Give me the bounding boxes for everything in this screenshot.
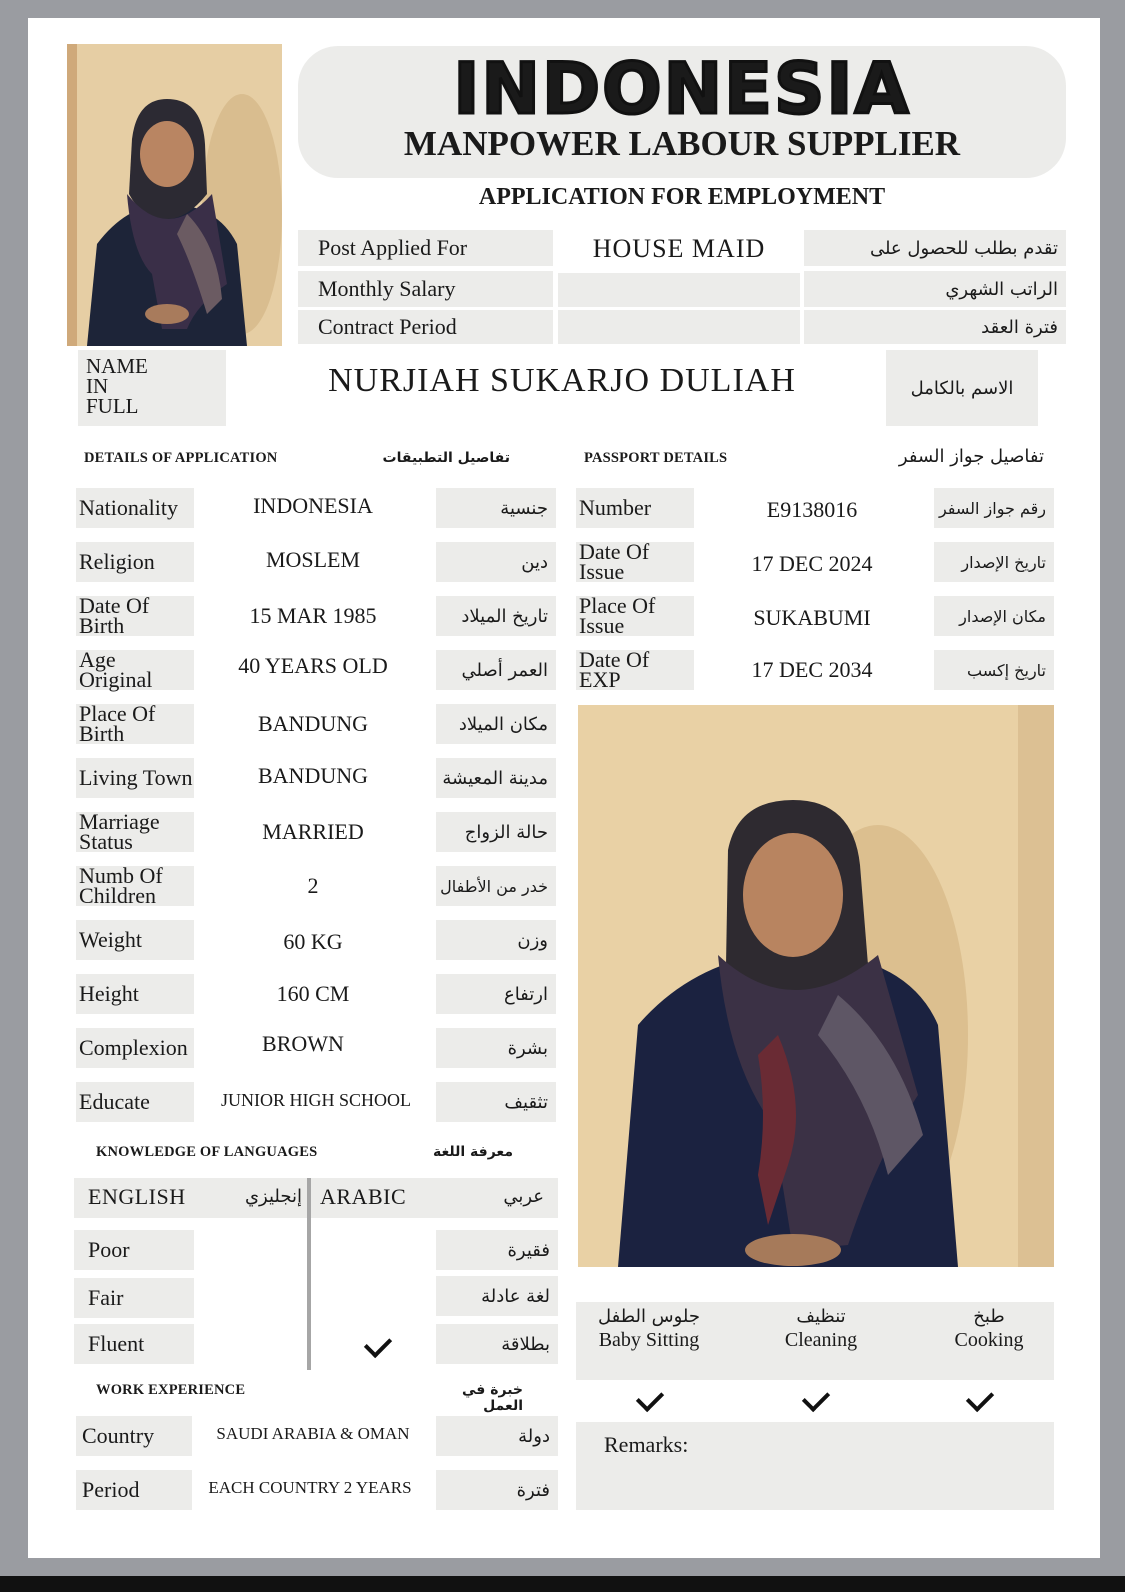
- place-of-birth-ar: مكان الميلاد: [436, 704, 556, 744]
- children-label: Numb Of Children: [76, 866, 194, 906]
- weight-value: 60 KG: [283, 929, 343, 954]
- company-title: MANPOWER LABOUR SUPPLIER: [403, 124, 961, 163]
- name-label: NAME IN FULL: [78, 350, 226, 426]
- work-country-label: Country: [76, 1416, 192, 1456]
- portrait-illustration: [67, 44, 282, 346]
- living-town-value: BANDUNG: [258, 763, 368, 788]
- fluent-label: Fluent: [74, 1324, 194, 1364]
- country-title: INDONESIA: [453, 48, 911, 130]
- contract-period-label: Contract Period: [298, 310, 553, 344]
- passport-number-value: E9138016: [766, 497, 858, 522]
- dob-value: 15 MAR 1985: [249, 603, 377, 628]
- languages-heading: KNOWLEDGE OF LANGUAGES: [96, 1144, 318, 1160]
- applicant-photo-large: [578, 705, 1054, 1267]
- languages-heading-ar: معرفة اللغة: [433, 1144, 513, 1160]
- language-divider: [307, 1178, 311, 1370]
- religion-label: Religion: [76, 542, 194, 582]
- post-applied-value: HOUSE MAID: [592, 234, 766, 263]
- education-value: JUNIOR HIGH SCHOOL: [220, 1089, 411, 1110]
- english-label-ar: إنجليزي: [244, 1186, 302, 1207]
- monthly-salary-label: Monthly Salary: [298, 271, 553, 307]
- details-heading: DETAILS OF APPLICATION: [84, 450, 278, 466]
- fluent-ar: بطلاقة: [436, 1324, 558, 1364]
- work-country-ar: دولة: [436, 1416, 558, 1456]
- work-heading: WORK EXPERIENCE: [96, 1382, 246, 1398]
- issue-date-label: Date Of Issue: [576, 542, 694, 582]
- skill-cooking-ar: طبخ: [973, 1306, 1005, 1327]
- passport-heading: PASSPORT DETAILS: [584, 450, 728, 466]
- dob-ar: تاريخ الميلاد: [436, 596, 556, 636]
- work-period-value: EACH COUNTRY 2 YEARS: [208, 1478, 412, 1497]
- monthly-salary-value: [558, 273, 800, 307]
- living-town-ar: مدينة المعيشة: [436, 758, 556, 798]
- arabic-label: ARABIC: [320, 1184, 407, 1209]
- religion-value: MOSLEM: [265, 547, 361, 572]
- complexion-ar: بشرة: [436, 1028, 556, 1068]
- skill-cleaning-ar: تنظيف: [796, 1306, 846, 1327]
- living-town-label: Living Town: [76, 758, 194, 798]
- children-value: 2: [307, 873, 319, 898]
- english-label: ENGLISH: [88, 1184, 186, 1209]
- skill-cooking-en: Cooking: [954, 1329, 1024, 1351]
- work-period-label: Period: [76, 1470, 192, 1510]
- age-value: 40 YEARS OLD: [238, 653, 388, 678]
- work-country-value: SAUDI ARABIA & OMAN: [216, 1424, 410, 1443]
- skill-cleaning-en: Cleaning: [784, 1329, 858, 1351]
- place-of-birth-value: BANDUNG: [258, 711, 368, 736]
- issue-place-label: Place Of Issue: [576, 596, 694, 636]
- poor-ar: فقيرة: [436, 1230, 558, 1270]
- height-label: Height: [76, 974, 194, 1014]
- height-ar: ارتفاع: [436, 974, 556, 1014]
- complexion-label: Complexion: [76, 1028, 194, 1068]
- issue-date-value: 17 DEC 2024: [751, 551, 873, 576]
- skill-cooking: [924, 1306, 1054, 1352]
- work-period-ar: فترة: [436, 1470, 558, 1510]
- form-title: APPLICATION FOR EMPLOYMENT: [478, 184, 886, 210]
- post-applied-ar: تقدم بطلب للحصول على: [804, 230, 1066, 266]
- religion-ar: دين: [436, 542, 556, 582]
- monthly-salary-ar: الراتب الشهري: [804, 271, 1066, 307]
- passport-number-label: Number: [576, 488, 694, 528]
- contract-period-ar: فترة العقد: [804, 310, 1066, 344]
- issue-place-ar: مكان الإصدار: [934, 596, 1054, 636]
- passport-heading-ar: تفاصيل جواز السفر: [898, 446, 1044, 467]
- nationality-ar: جنسية: [436, 488, 556, 528]
- details-heading-ar: تفاصيل التطبيقات: [382, 450, 510, 466]
- issue-place-value: SUKABUMI: [753, 605, 871, 630]
- expiry-date-value: 17 DEC 2034: [751, 657, 873, 682]
- passport-number-ar: رقم جواز السفر: [934, 488, 1054, 528]
- applicant-photo-small: [67, 44, 282, 346]
- age-ar: العمر أصلي: [436, 650, 556, 690]
- skill-cleaning: [756, 1306, 886, 1352]
- expiry-date-label: Date Of EXP: [576, 650, 694, 690]
- dob-label: Date Of Birth: [76, 596, 194, 636]
- issue-date-ar: تاريخ الإصدار: [934, 542, 1054, 582]
- marriage-status-ar: حالة الزواج: [436, 812, 556, 852]
- work-heading-ar: خبرة في العمل: [462, 1382, 523, 1414]
- remarks-label: Remarks:: [604, 1432, 689, 1457]
- place-of-birth-label: Place Of Birth: [76, 704, 194, 744]
- fair-label: Fair: [74, 1278, 194, 1318]
- complexion-value: BROWN: [262, 1031, 344, 1056]
- fair-ar: لغة عادلة: [436, 1276, 558, 1316]
- contract-period-value: [558, 310, 800, 344]
- weight-ar: وزن: [436, 920, 556, 960]
- height-value: 160 CM: [276, 981, 350, 1006]
- cleaning-check-icon: [802, 1384, 830, 1412]
- fluent-arabic-check-icon: [364, 1330, 392, 1358]
- weight-label: Weight: [76, 920, 194, 960]
- age-label: Age Original: [76, 650, 194, 690]
- baby-sitting-check-icon: [636, 1384, 664, 1412]
- arabic-label-ar: عربي: [503, 1186, 544, 1207]
- nationality-value: INDONESIA: [253, 493, 373, 518]
- nationality-label: Nationality: [76, 488, 194, 528]
- expiry-date-ar: تاريخ إكسب: [934, 650, 1054, 690]
- education-label: Educate: [76, 1082, 194, 1122]
- cooking-check-icon: [966, 1384, 994, 1412]
- application-sheet: [28, 18, 1100, 1558]
- name-ar: الاسم بالكامل: [886, 350, 1038, 426]
- poor-label: Poor: [74, 1230, 194, 1270]
- skill-baby-sitting-ar: جلوس الطفل: [597, 1306, 701, 1327]
- bottom-bar: [0, 1576, 1125, 1592]
- post-applied-label: Post Applied For: [298, 230, 553, 266]
- full-name-value: NURJIAH SUKARJO DULIAH: [328, 362, 796, 399]
- skill-baby-sitting: [584, 1306, 714, 1352]
- children-ar: خدر من الأطفال: [436, 866, 556, 906]
- portrait-illustration-large: [578, 705, 1054, 1267]
- skill-baby-sitting-en: Baby Sitting: [598, 1329, 700, 1351]
- marriage-status-value: MARRIED: [262, 819, 364, 844]
- education-ar: تثقيف: [436, 1082, 556, 1122]
- marriage-status-label: Marriage Status: [76, 812, 194, 852]
